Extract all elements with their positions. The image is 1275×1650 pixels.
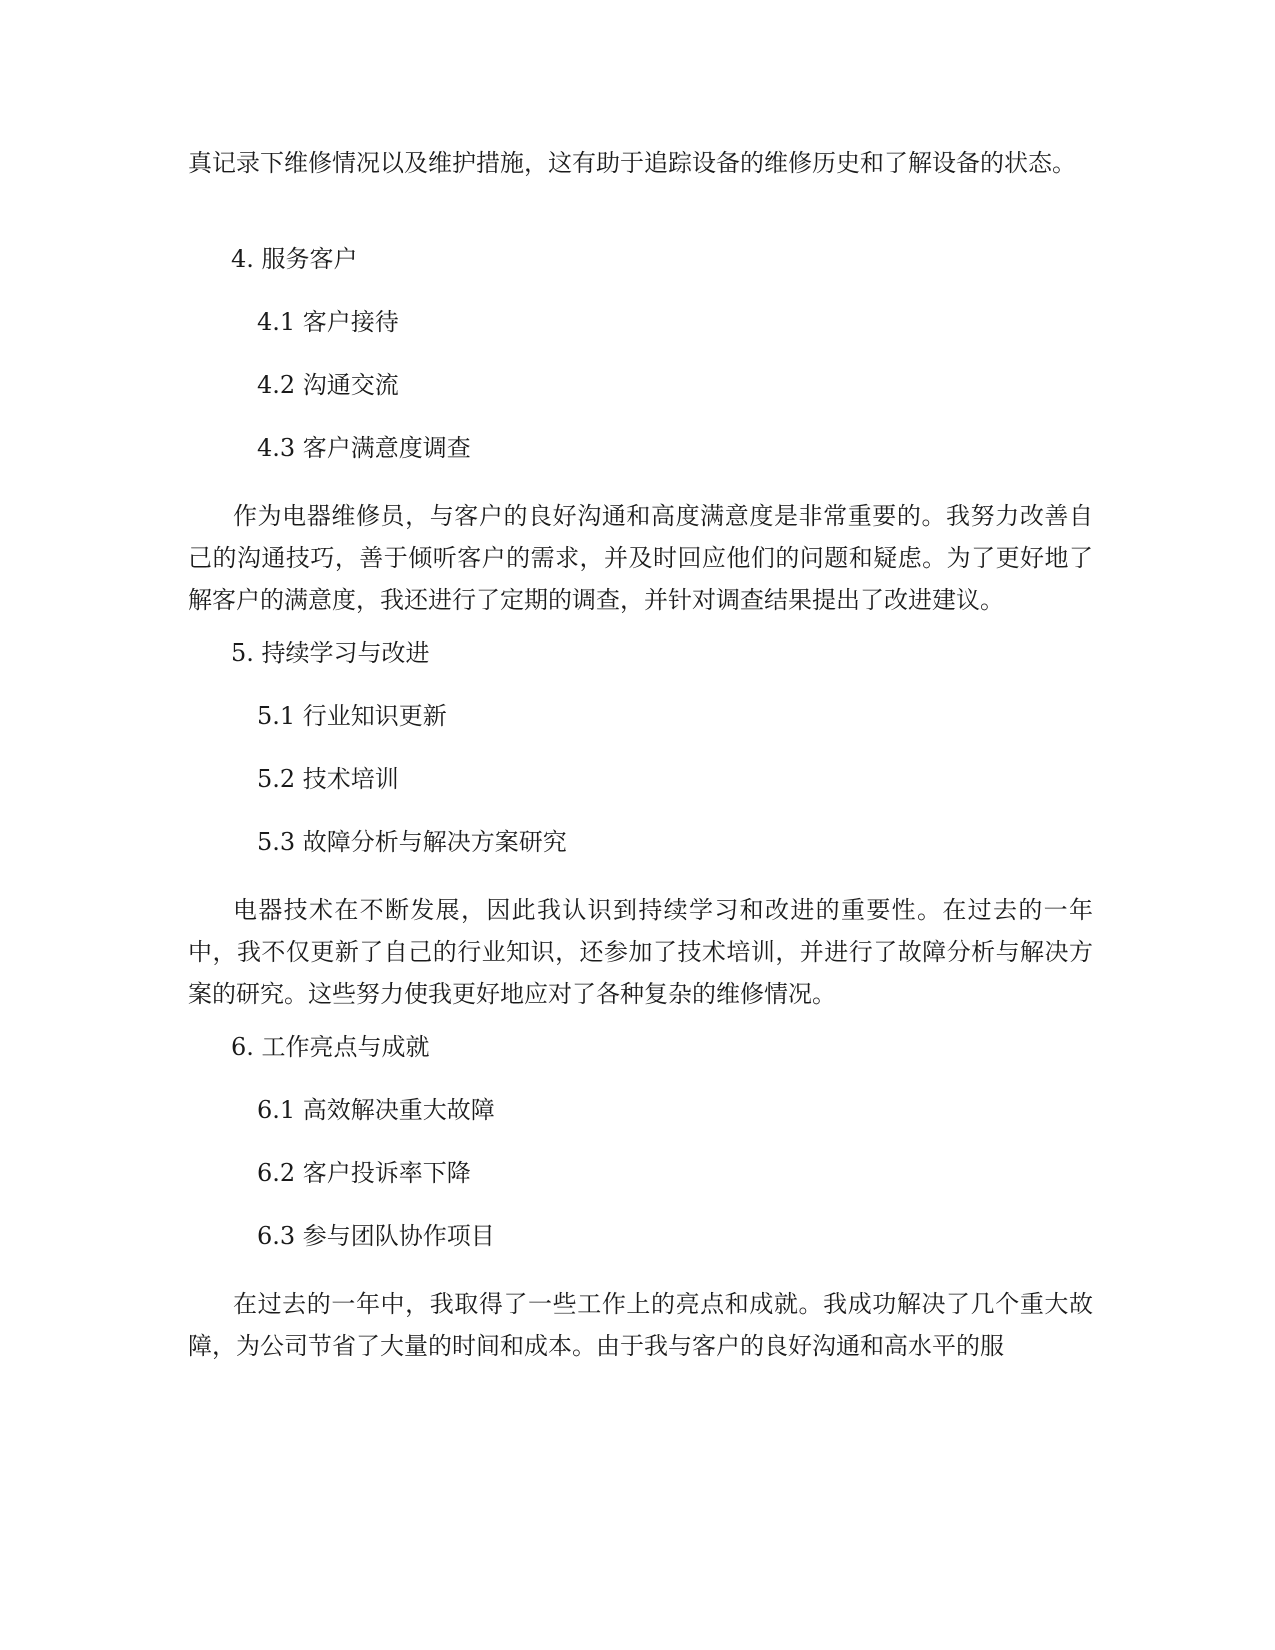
- section-4-2-heading: 4.2 沟通交流: [257, 371, 399, 399]
- section-4-1-heading: 4.1 客户接待: [257, 308, 399, 336]
- continuation-paragraph: [188, 142, 1093, 184]
- section-6-2-heading: 6.2 客户投诉率下降: [257, 1159, 471, 1187]
- section-5-paragraph: [188, 889, 1093, 1015]
- section-5-3-heading: 5.3 故障分析与解决方案研究: [257, 828, 567, 856]
- section-5-1-heading: 5.1 行业知识更新: [257, 702, 447, 730]
- paragraph-text: 在过去的一年中，我取得了一些工作上的亮点和成就。我成功解决了几个重大故障，为公司节省了大量的时间和成本。由于我与客户的良好沟通和高水平的服: [188, 1290, 1093, 1360]
- section-6-1-heading: 6.1 高效解决重大故障: [257, 1096, 495, 1124]
- section-4-3-heading: 4.3 客户满意度调查: [257, 434, 471, 462]
- section-6-3-heading: 6.3 参与团队协作项目: [257, 1222, 495, 1250]
- section-4-heading: 4. 服务客户: [231, 245, 358, 273]
- section-6-paragraph: [188, 1283, 1093, 1367]
- section-5-heading: 5. 持续学习与改进: [231, 639, 430, 667]
- section-5-2-heading: 5.2 技术培训: [257, 765, 399, 793]
- section-6-heading: 6. 工作亮点与成就: [231, 1033, 430, 1061]
- paragraph-text: 作为电器维修员，与客户的良好沟通和高度满意度是非常重要的。我努力改善自己的沟通技巧，善于倾听客户的需求，并及时回应他们的问题和疑虑。为了更好地了解客户的满意度，我还进行了定期的调查，并针对调查结果提出了改进建议。: [188, 502, 1093, 614]
- paragraph-text: 真记录下维修情况以及维护措施，这有助于追踪设备的维修历史和了解设备的状态。: [188, 149, 1076, 177]
- section-4-paragraph: [188, 495, 1093, 621]
- paragraph-text: 电器技术在不断发展，因此我认识到持续学习和改进的重要性。在过去的一年中，我不仅更新了自己的行业知识，还参加了技术培训，并进行了故障分析与解决方案的研究。这些努力使我更好地应对了各种复杂的维修情况。: [188, 896, 1093, 1008]
